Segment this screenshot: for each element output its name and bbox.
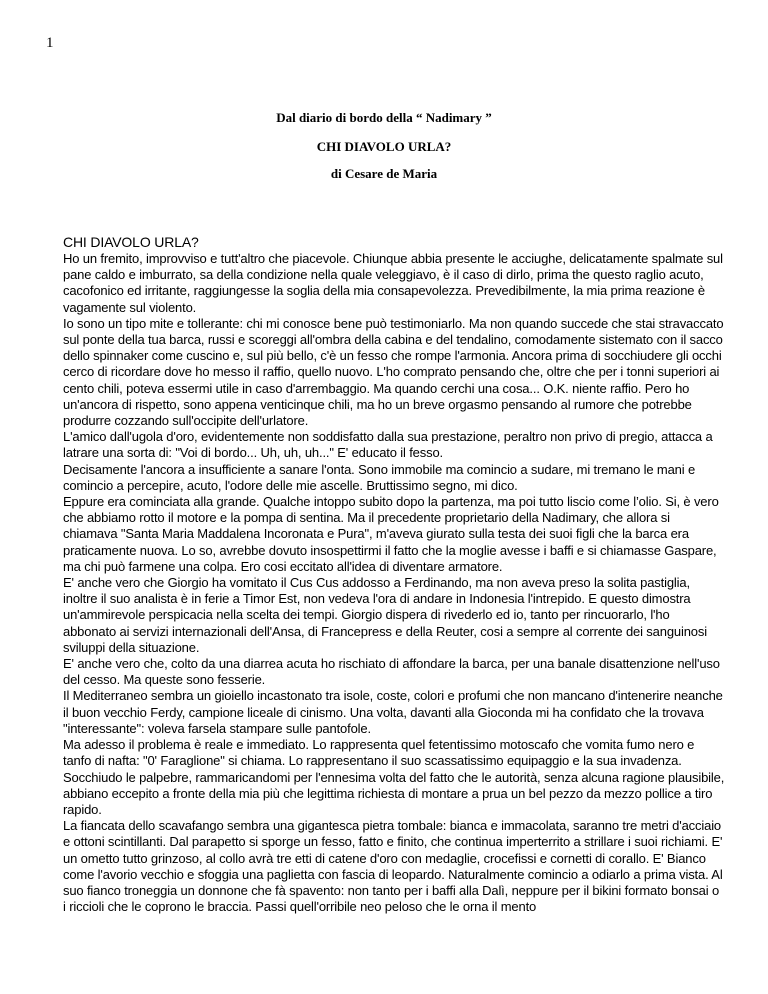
section-title: CHI DIAVOLO URLA? — [63, 234, 199, 250]
paragraph: Il Mediterraneo sembra un gioiello incastonato tra isole, coste, colori e profumi che non mancano d'intenerire neanche il buon vecchio Ferdy, campione liceale di cinismo. Una volta, davanti alla Gioconda mi ha confidato che la trovava "interessante": voleva farsela stampare sulle pantofole. — [63, 688, 723, 736]
story-body — [63, 234, 725, 915]
page-number: 1 — [46, 35, 54, 51]
paragraph: Eppure era cominciata alla grande. Qualche intoppo subito dopo la partenza, ma poi tutto liscio come l’olio. Si, è vero che abbiamo rotto il motore e la pompa di sentina. Ma il precedente proprietario della Nadimary, che allora si chiamava "Santa Maria Maddalena Incoronata e Pura", m'aveva giurato sulla testa dei suoi figli che la barca era praticamente nuova. Lo so, avrebbe dovuto insospettirmi il fatto che la moglie avesse i baffi e si chiamasse Gaspare, ma chi può farmene una colpa. Ero cosi eccitato all'idea di diventare armatore. — [63, 494, 719, 574]
paragraph: E' anche vero che Giorgio ha vomitato il Cus Cus addosso a Ferdinando, ma non aveva preso la solita pastiglia, inoltre il suo analista è in ferie a Timor Est, non vedeva l'ora di andare in Indonesia l'intrepido. E questo dimostra un'ammirevole perspicacia nella scelta dei tempi. Giorgio dispera di rivederlo ed io, tanto per rincuorarlo, l'ho abbonato ai servizi internazionali dell'Ansa, di Francepress e della Reuter, cosi a sempre al corrente dei sanguinosi sviluppi della situazione. — [63, 575, 707, 655]
paragraph: Ma adesso il problema è reale e immediato. Lo rappresenta quel fetentissimo motoscafo che vomita fumo nero e tanfo di nafta: "0' Faraglione" si chiama. Lo rappresentano il suo scassatissimo equipaggio e la sua invadenza. Socchiudo le palpebre, rammaricandomi per l'ennesima volta del fatto che le autorità, senza alcuna ragione plausibile, abbiano eccepito a fronte della mia più che legittima richiesta di montare a prua un bel pezzo da mezzo pollice a tiro rapido. — [63, 737, 725, 817]
story-title: CHI DIAVOLO URLA? — [316, 139, 452, 154]
paragraph: Io sono un tipo mite e tollerante: chi mi conosce bene può testimoniarlo. Ma non quando succede che stai stravaccato sul ponte della tua barca, russi e scoreggi all'ombra della cabina e del tendalino, comodamente sistemato con il sacco dello spinnaker come cuscino e, sul più bello, c'è un fesso che rompe l'armonia. Ancora prima di socchiudere gli occhi cerco di ricordare dove ho messo il raffio, quello nuovo. L'ho comprato pensando che, oltre che per i tonni superiori ai cento chili, poteva essermi utile in caso d'arrembaggio. Ma quando cerchi una cosa... O.K. niente raffio. Pero ho un'ancora di rispetto, sono appena venticinque chili, ma ho un breve orgasmo pensando al rumore che potrebbe produrre cozzando sull'occipite dell'urlatore. — [63, 315, 724, 429]
diary-heading: Dal diario di bordo della “ Nadimary ” — [276, 110, 492, 125]
paragraph: La fiancata dello scavafango sembra una gigantesca pietra tombale: bianca e immacolata, saranno tre metri d'acciaio e ottoni scintillanti. Dal parapetto si sporge un fesso, fatto e finito, che continua imperterrito a strillare i suoi richiami. E' un ometto tutto grinzoso, al collo avrà tre etti di catene d'oro con medaglie, crocefissi e cornetti di corallo. E' Bianco come l'avorio vecchio e sfoggia una paglietta con fascia di leopardo. Naturalmente comincio a odiarlo a prima vista. Al suo fianco troneggia un donnone che fà spavento: non tanto per i baffi alla Dalì, neppure per il bikini formato bonsai o i riccioli che le coprono le braccia. Passi quell'orribile neo peloso che le orna il mento — [63, 818, 723, 915]
paragraph: L'amico dall'ugola d'oro, evidentemente non soddisfatto dalla sua prestazione, peraltro non privo di pregio, attacca a latrare una sorta di: "Voi di bordo... Uh, uh, uh..." E' educato il fesso. — [63, 429, 713, 461]
paragraph: Ho un fremito, improvviso e tutt'altro che piacevole. Chiunque abbia presente le acciughe, delicatamente spalmate sul pane caldo e imburrato, sa della condizione nella quale veleggiavo, è il caso di dirlo, prima the questo raglio acuto, cacofonico ed irritante, raggiungesse la soglia della mia consapevolezza. Prevedibilmente, la mia prima reazione è vagamente sul violento. — [63, 251, 723, 315]
paragraph: Decisamente l'ancora a insufficiente a sanare l'onta. Sono immobile ma comincio a sudare, mi tremano le mani e comincio a percepire, acuto, l'odore delle mie ascelle. Bruttissimo segno, mi dico. — [63, 461, 696, 493]
author-line: di Cesare de Maria — [330, 166, 438, 181]
paragraph: E' anche vero che, colto da una diarrea acuta ho rischiato di affondare la barca, per una banale disattenzione nell'uso del cesso. Ma queste sono fesserie. — [63, 656, 720, 688]
